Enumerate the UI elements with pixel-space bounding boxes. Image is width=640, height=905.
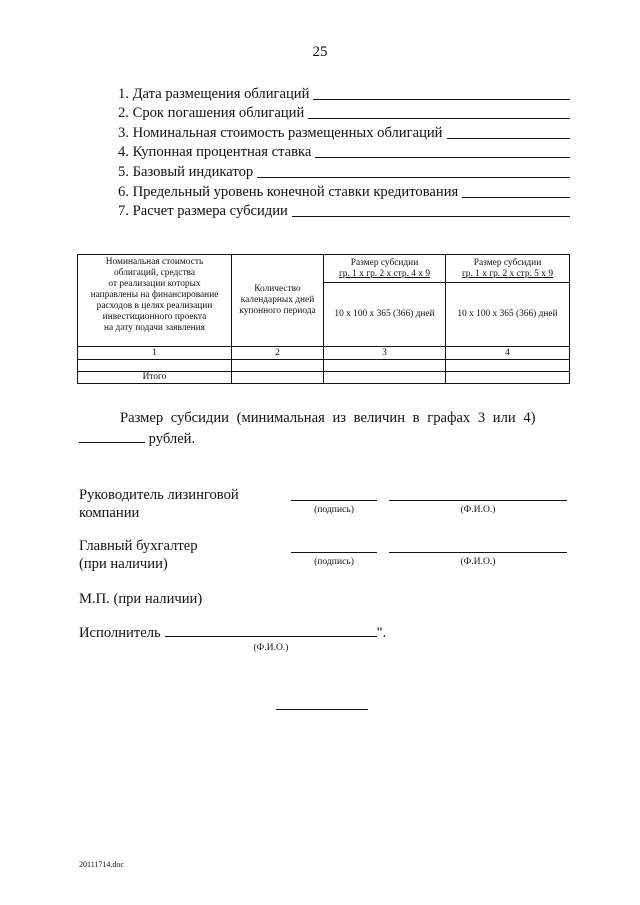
- item-label: 3. Номинальная стоимость размещенных облигаций: [118, 124, 443, 141]
- blank-line: [257, 177, 570, 178]
- blank-line: [315, 157, 570, 158]
- item-label: 7. Расчет размера субсидии: [118, 203, 288, 220]
- item-label: 1. Дата размещения облигаций: [118, 85, 310, 102]
- blank-line: [462, 197, 570, 198]
- list-item: [118, 181, 570, 201]
- subsidy-amount-paragraph: Размер субсидии (минимальная из величин в графах 3 или 4) рублей.: [79, 408, 567, 450]
- list-item: [118, 122, 570, 142]
- name-caption: (Ф.И.О.): [460, 556, 496, 567]
- item-label: 4. Купонная процентная ставка: [118, 144, 312, 161]
- executor-caption: (Ф.И.О.): [253, 642, 289, 653]
- column-number: 2: [232, 347, 324, 360]
- table-number-row: [78, 347, 570, 360]
- formula-3: 10 x 100 x 365 (366) дней: [324, 283, 446, 347]
- chief-accountant-label: Главный бухгалтер (при наличии): [79, 538, 198, 572]
- table-total-row: [78, 372, 570, 384]
- blank-line: [308, 118, 570, 119]
- signature-line: [291, 500, 377, 501]
- executor-line: Исполнитель ".: [79, 625, 387, 641]
- name-line: [389, 552, 567, 553]
- item-label: 6. Предельный уровень конечной ставки кредитования: [118, 183, 459, 200]
- list-item: [118, 103, 570, 123]
- head-of-company-label: Руководитель лизинговой компании: [79, 487, 239, 521]
- signature-line: [291, 552, 377, 553]
- formula-4: 10 x 100 x 365 (366) дней: [446, 283, 570, 347]
- item-label: 2. Срок погашения облигаций: [118, 105, 305, 122]
- blank-line: [313, 99, 570, 100]
- column-number: 1: [78, 347, 232, 360]
- header-subsidy-4: Размер субсидии гр. 1 x гр. 2 x стр. 5 x 9: [446, 255, 570, 283]
- subsidy-table: [77, 254, 570, 384]
- header-subsidy-3: Размер субсидии гр. 1 x гр. 2 x стр. 4 x 9: [324, 255, 446, 283]
- signature-caption: (подпись): [314, 504, 354, 515]
- file-name: 20111714.doc: [79, 860, 124, 869]
- header-coupon-days: Количество календарных дней купонного периода: [232, 255, 324, 347]
- list-item: [118, 142, 570, 162]
- list-item: [118, 201, 570, 221]
- header-nominal-value: Номинальная стоимость облигаций, средства от реализации которых направлены на финансирование расходов в целях реализации инвестиционного проекта на дату подачи заявления: [78, 255, 232, 347]
- table-header-row: [78, 255, 570, 283]
- name-caption: (Ф.И.О.): [460, 504, 496, 515]
- blank-line: [447, 138, 571, 139]
- amount-blank: [79, 442, 145, 443]
- executor-blank: [165, 636, 377, 637]
- name-line: [389, 500, 567, 501]
- application-items-list: [118, 83, 570, 220]
- table-row: [78, 360, 570, 372]
- end-separator: [276, 709, 368, 710]
- page-number: 25: [312, 44, 328, 60]
- column-number: 4: [446, 347, 570, 360]
- stamp-label: М.П. (при наличии): [79, 591, 203, 607]
- list-item: [118, 161, 570, 181]
- column-number: 3: [324, 347, 446, 360]
- item-label: 5. Базовый индикатор: [118, 163, 254, 180]
- signature-caption: (подпись): [314, 556, 354, 567]
- total-label: Итого: [78, 372, 232, 384]
- list-item: [118, 83, 570, 103]
- blank-line: [292, 216, 570, 217]
